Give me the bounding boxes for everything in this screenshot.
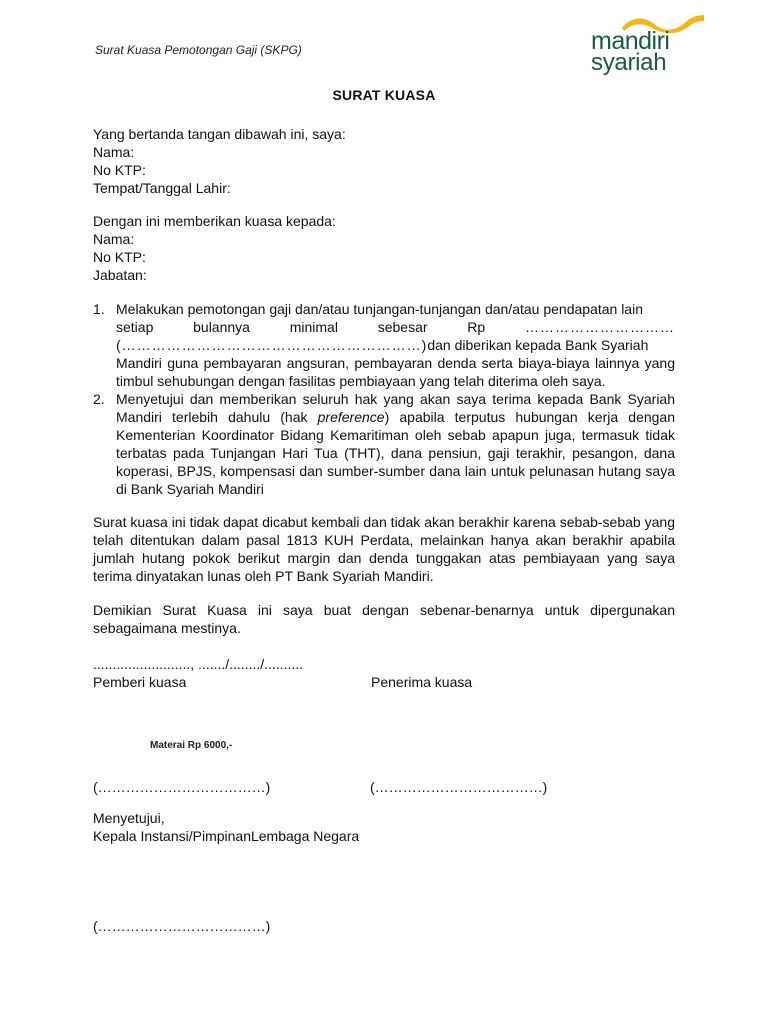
giver-signature-line: (………………………………) (93, 779, 271, 795)
preference-term: preference (317, 409, 385, 425)
clause-number: 2. (93, 391, 105, 407)
logo-text-mandiri: mandiri (591, 27, 670, 55)
clause-1-line3: (……………………………………………………) dan diberikan kepada Bank Syariah (116, 337, 649, 353)
clause-list (93, 300, 675, 498)
grantee-intro: Dengan ini memberikan kuasa kepada: (93, 213, 336, 229)
bank-logo (588, 12, 708, 78)
irrevocable-paragraph: Surat kuasa ini tidak dapat dicabut kembali dan tidak akan berakhir karena sebab-sebab yang telah ditentukan dalam pasal 1813 KUH Perdata, melainkan hanya akan berakhir apabila jumlah hutang pokok berikut margin dan denda tunggakan atas pembiayaan yang saya terima dinyatakan lunas oleh PT Bank Syariah Mandiri. (93, 514, 675, 584)
clause-1-rest: Mandiri guna pembayaran angsuran, pembayaran denda serta biaya-biaya lainnya yang timbul sehubungan dengan fasilitas pembiayaan yang telah diterima oleh saya. (116, 355, 675, 389)
clause-1-line2: setiap bulannya minimal sebesar Rp ………………………… (116, 319, 675, 335)
clause-item (93, 390, 675, 498)
clause-1-line1: Melakukan pemotongan gaji dan/atau tunjangan-tunjangan dan/atau pendapatan lain (116, 301, 643, 317)
clause-2-text: Menyetujui dan memberikan seluruh hak yang akan saya terima kepada Bank Syariah Mandiri terlebih dahulu (hak preference) apabila terputus hubungan kerja dengan Kementerian Koordinator Bidang Kemaritiman oleh sebab apapun juga, termasuk tidak terbatas pada Tunjangan Hari Tua (THT), dana pensiun, gaji terakhir, pesangon, dana koperasi, BPJS, kompensasi dan sumber-sumber dana lain untuk pelunasan hutang saya di Bank Syariah Mandiri (116, 391, 676, 497)
grantee-name-label: Nama: (93, 231, 135, 247)
closing-paragraph: Demikian Surat Kuasa ini saya buat dengan sebenar-benarnya untuk dipergunakan sebagaimana mestinya. (93, 602, 675, 636)
grantor-intro: Yang bertanda tangan dibawah ini, saya: (93, 126, 346, 142)
document-label: Surat Kuasa Pemotongan Gaji (SKPG) (95, 43, 302, 57)
approval-section (93, 809, 675, 845)
approval-signature-line: (………………………………) (93, 918, 271, 934)
grantor-name-label: Nama: (93, 144, 135, 160)
approval-title: Kepala Instansi/PimpinanLembaga Negara (93, 828, 360, 844)
grantee-section (93, 212, 675, 284)
giver-label: Pemberi kuasa (93, 674, 187, 690)
grantor-section (93, 125, 675, 197)
grantee-position-label: Jabatan: (93, 267, 147, 283)
receiver-label: Penerima kuasa (371, 674, 473, 690)
place-date-line: ........................., ......./......../.......... (93, 656, 304, 672)
grantor-ktp-label: No KTP: (93, 162, 146, 178)
clause-item (93, 300, 675, 390)
grantor-birth-label: Tempat/Tanggal Lahir: (93, 180, 231, 196)
amount-blank: ………………………… (524, 319, 675, 335)
amount-words-blank: (……………………………………………………) (116, 337, 428, 353)
approval-label: Menyetujui, (93, 810, 165, 826)
clause-number: 1. (93, 301, 105, 317)
document-title: SURAT KUASA (332, 87, 436, 103)
receiver-signature-line: (………………………………) (370, 779, 548, 795)
stamp-duty-label: Materai Rp 6000,- (150, 740, 233, 751)
grantee-ktp-label: No KTP: (93, 249, 146, 265)
logo-text-syariah: syariah (591, 49, 667, 76)
